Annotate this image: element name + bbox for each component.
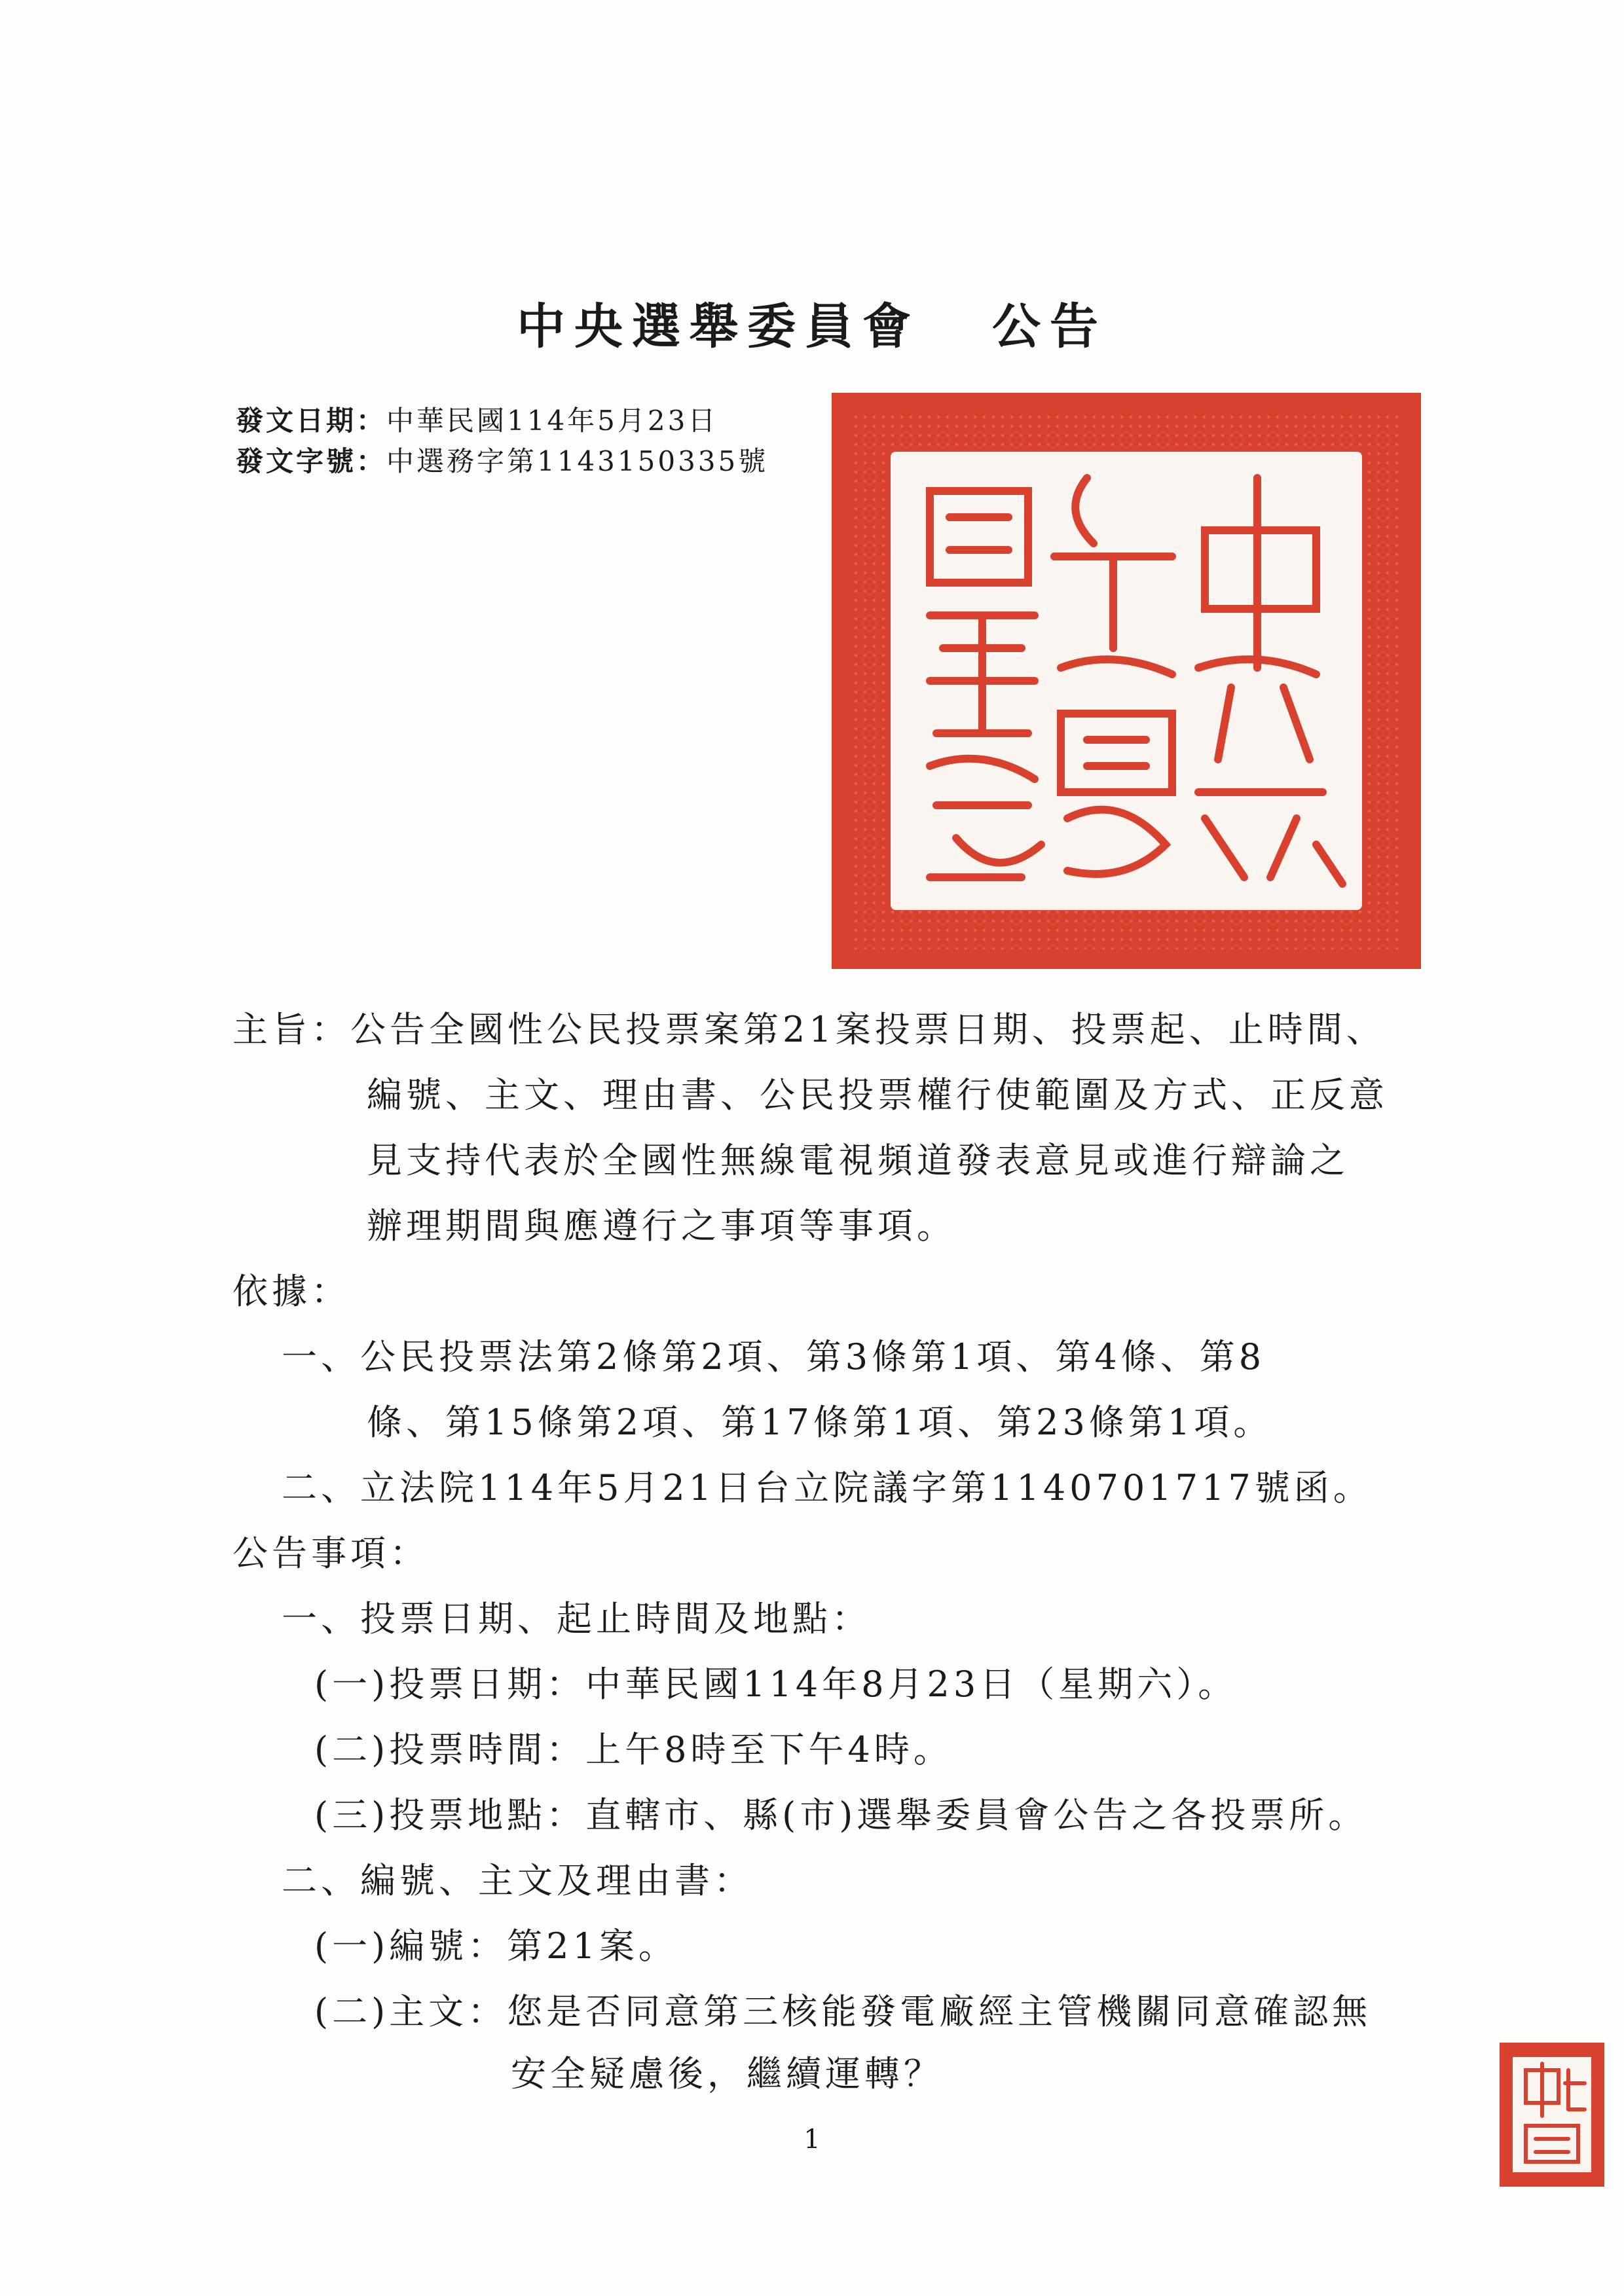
notice-label: 公告事項： (232, 1533, 429, 1574)
notice-section-1-heading: 一、投票日期、起止時間及地點： (282, 1598, 871, 1639)
document-title (0, 288, 1624, 357)
corner-seal-script-icon (1513, 2057, 1591, 2172)
page-number: 1 (803, 2124, 821, 2155)
seal-script-icon (891, 452, 1362, 910)
basis-label: 依據： (232, 1271, 350, 1312)
subject-line-2: 編號、主文、理由書、公民投票權行使範圍及方式、正反意 (367, 1074, 1388, 1116)
issuer-name: 中央選舉委員會 (517, 299, 920, 355)
subject-label: 主旨： (232, 1009, 350, 1050)
subject-line-3: 見支持代表於全國性無線電視頻道發表意見或進行辯論之 (367, 1140, 1349, 1181)
subject-line-4: 辦理期間與應遵行之事項等事項。 (367, 1205, 956, 1247)
notice-section-2-item-2-line-2: 安全疑慮後，繼續運轉？ (511, 2053, 943, 2094)
subject-text-1: 公告全國性公民投票案第21案投票日期、投票起、止時間、 (350, 1009, 1386, 1050)
issue-date (236, 399, 718, 439)
corner-seal (1500, 2043, 1604, 2187)
subject-line-1 (232, 1002, 1386, 1052)
issue-date-value: 中華民國114年5月23日 (386, 405, 718, 437)
issue-number-value: 中選務字第1143150335號 (386, 445, 769, 477)
notice-section-2-heading: 二、編號、主文及理由書： (282, 1860, 753, 1901)
issue-number-label: 發文字號： (236, 445, 387, 477)
notice-section-2-item-1: (一)編號：第21案。 (314, 1925, 678, 1967)
notice-section-1-item-2: (二)投票時間：上午8時至下午4時。 (314, 1729, 953, 1770)
notice-section-1-item-3: (三)投票地點：直轄市、縣(市)選舉委員會公告之各投票所。 (314, 1795, 1368, 1836)
official-seal (832, 393, 1421, 969)
notice-section-2-item-2-line-1: (二)主文：您是否同意第三核能發電廠經主管機關同意確認無 (314, 1991, 1372, 2032)
document-type: 公告 (992, 299, 1107, 355)
basis-item-2: 二、立法院114年5月21日台立院議字第1140701717號函。 (282, 1467, 1373, 1508)
issue-date-label: 發文日期： (236, 405, 387, 437)
notice-section-1-item-1: (一)投票日期：中華民國114年8月23日（星期六）。 (314, 1664, 1238, 1705)
basis-item-1-line-1: 一、公民投票法第2條第2項、第3條第1項、第4條、第8 (282, 1336, 1266, 1377)
issue-number (236, 440, 768, 479)
basis-item-1-line-2: 條、第15條第2項、第17條第1項、第23條第1項。 (367, 1402, 1273, 1443)
